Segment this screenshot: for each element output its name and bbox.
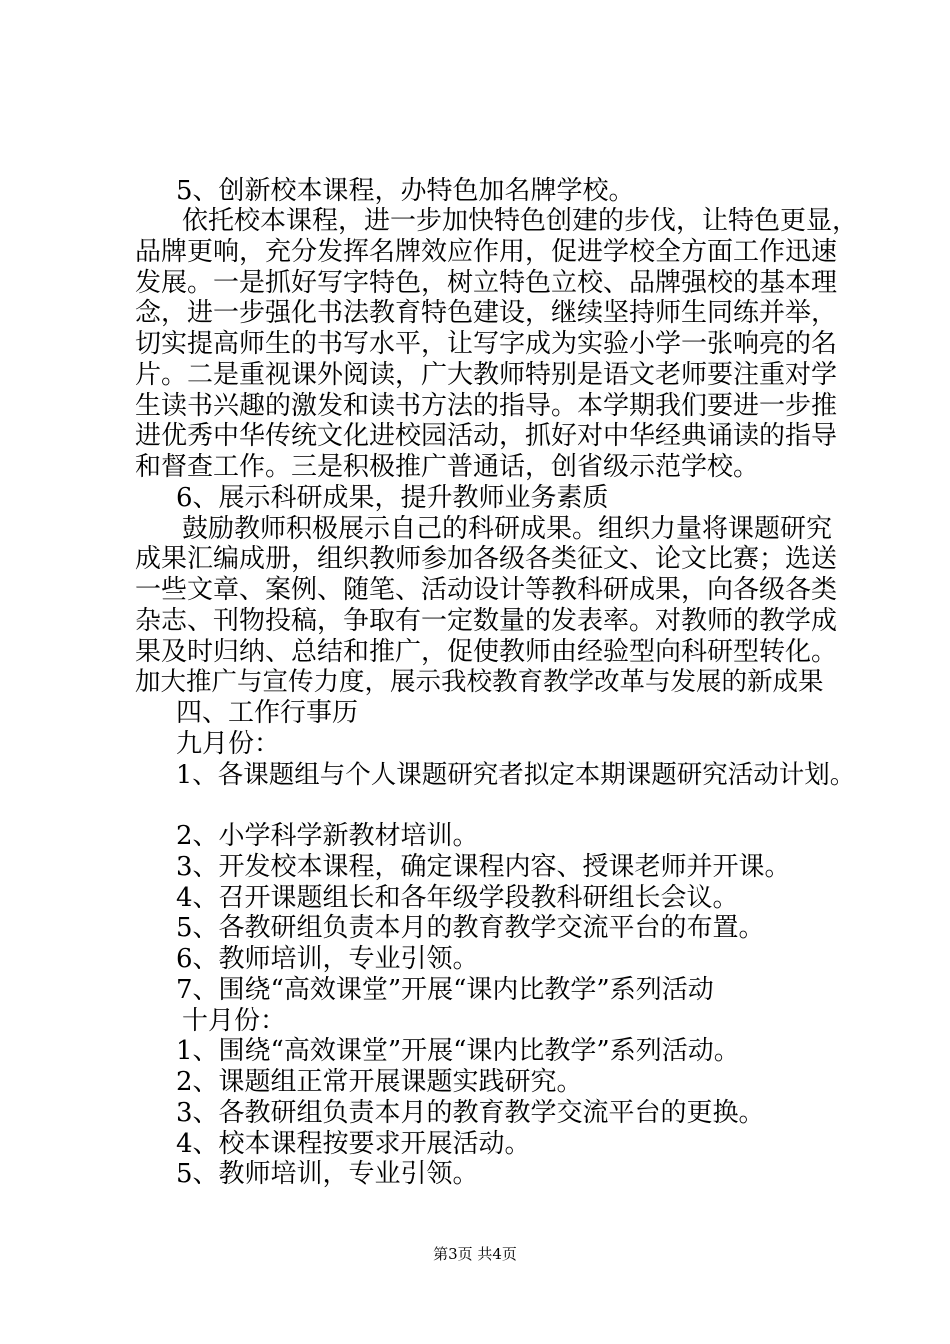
paragraph-line: 生读书兴趣的激发和读书方法的指导。本学期我们要进一步推 [135,391,838,421]
list-item: 4、召开课题组长和各年级学段教科研组长会议。 [176,883,739,913]
list-item: 4、校本课程按要求开展活动。 [176,1129,531,1159]
paragraph-line: 片。二是重视课外阅读，广大教师特别是语文老师要注重对学 [135,360,838,390]
paragraph-line: 杂志、刊物投稿，争取有一定数量的发表率。对教师的教学成 [135,606,838,636]
section-heading-6: 6、展示科研成果，提升教师业务素质 [176,483,609,513]
month-heading-september: 九月份： [176,729,281,759]
list-item: 6、教师培训，专业引领。 [176,944,479,974]
paragraph-line: 鼓励教师积极展示自己的科研成果。组织力量将课题研究 [182,514,833,544]
page-footer: 第3页 共4页 [433,1245,517,1263]
list-item: 5、各教研组负责本月的教育教学交流平台的布置。 [176,913,765,943]
paragraph-line: 依托校本课程，进一步加快特色创建的步伐，让特色更显， [182,206,859,236]
list-item: 3、开发校本课程，确定课程内容、授课老师并开课。 [176,852,791,882]
list-item: 1、围绕“高效课堂”开展“课内比教学”系列活动。 [176,1036,740,1066]
paragraph-line: 切实提高师生的书写水平，让写字成为实验小学一张响亮的名 [135,329,838,359]
paragraph-line: 和督查工作。三是积极推广普通话，创省级示范学校。 [135,452,760,482]
paragraph-line: 加大推广与宣传力度，展示我校教育教学改革与发展的新成果 [135,667,824,697]
paragraph-line: 一些文章、案例、随笔、活动设计等教科研成果，向各级各类 [135,575,838,605]
paragraph-line: 果及时归纳、总结和推广，促使教师由经验型向科研型转化。 [135,637,838,667]
paragraph-line: 念，进一步强化书法教育特色建设，继续坚持师生同练并举， [135,298,838,328]
list-item: 2、小学科学新教材培训。 [176,821,479,851]
list-item: 5、教师培训，专业引领。 [176,1159,479,1189]
paragraph-line: 品牌更响，充分发挥名牌效应作用，促进学校全方面工作迅速 [135,237,838,267]
paragraph-line: 发展。一是抓好写字特色，树立特色立校、品牌强校的基本理 [135,268,838,298]
list-item: 1、各课题组与个人课题研究者拟定本期课题研究活动计划。 [176,760,856,790]
list-item: 3、各教研组负责本月的教育教学交流平台的更换。 [176,1098,765,1128]
section-heading-calendar: 四、工作行事历 [176,698,359,728]
section-heading-5: 5、创新校本课程，办特色加名牌学校。 [176,176,635,206]
list-item: 7、围绕“高效课堂”开展“课内比教学”系列活动 [176,975,714,1005]
list-item: 2、课题组正常开展课题实践研究。 [176,1067,583,1097]
paragraph-line: 进优秀中华传统文化进校园活动，抓好对中华经典诵读的指导 [135,421,838,451]
paragraph-line: 成果汇编成册，组织教师参加各级各类征文、论文比赛；选送 [135,544,838,574]
month-heading-october: 十月份： [182,1006,287,1036]
